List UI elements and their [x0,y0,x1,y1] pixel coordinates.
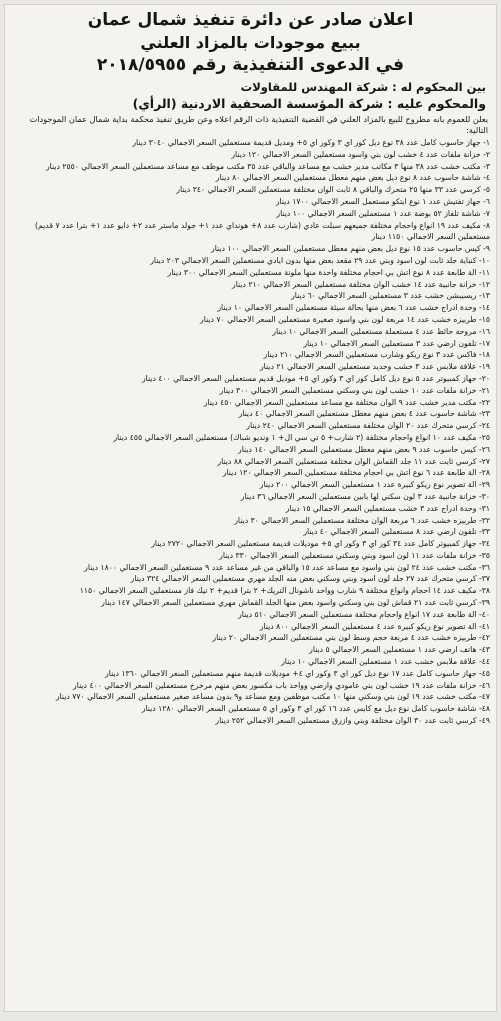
list-item: ١٨- فاكس عدد ٣ نوع ريكو وشارب مستعملين السعر الاجمالي ٢١٠ دينار [263,350,490,360]
list-item: ٤٥- جهاز حاسوب كامل عدد ١٧ نوع ديل كور اي ٣ وكور اي ٤+ موديلات قديمة منهم مستعملين السعر الاجمالي ١٣٦٠ دينار [105,668,490,678]
list-item: ٣- مكتب خشب عدد ٣٨ منها ٣ مكاتب مدير خشب مع مساعد والباقي عدد ٣٥ مكتب موظف مع مساعد مستعملين السعر الاجمالي ٢٥٥٠ دينار [45,161,490,171]
list-item: ١٣- ريسيبشن خشب عدد ٣ مستعملين السعر الاجمالي ٦٠ دينار [291,291,490,301]
list-item: ٣٢- طربيزه خشب عدد ٦ مربعة الوان مختلفة مستعملين السعر الاجمالي ٣٠ دينار [234,515,490,525]
list-item: ١- جهاز حاسوب كامل عدد ٣٨ نوع ديل كور اي ٣ وكور اي ٥+ ومديل قديمة مستعملين السعر الاجمالي ٣٠٤٠ دينار [132,138,490,147]
list-item: ٢٠- جهاز كمبيوتر عدد ٥ نوع ديل كامل كور اي ٣ وكور اي ٥+ موديل قديم مستعملين السعر الاجمالي ٤٠٠ دينار [141,373,490,383]
list-item: ٢- خزانة ملفات عدد ٤ خشب لون بني واسود مستعملين السعر الاجمالي ١٢٠ دينار [231,149,490,159]
list-item: ٣٨- مكيف عدد ١٤ احجام وانواع مختلفة ٩ شارب وواحد ناشونال التريك+ ٢ بترا قديم+ ٢ تيك فاز مستعملين السعر الاجمالي ١١٥٠ [79,586,490,596]
list-item: ٤٩- كرسي ثابت عدد ٣٠ الوان مختلفة وبني وازرق مستعملين السعر الاجمالي ٢٥٢ دينار [215,716,490,726]
list-item: ٥- كرسي عدد ٣٣ منها ٢٥ متحرك والباقي ٨ ثابت الوان مختلفة مستعملين السعر الاجمالي ٣٤٠ دينار [176,185,490,195]
header-line-3: في الدعوى التنفيذية رقم ٢٠١٨/٥٩٥٥ [96,55,405,75]
list-item: ٤٦- خزانة ملفات عدد ١٩ خشب لون بني عامودي وارضي وواحد باب مكسور بعض منهم مرخرخ مستعملين السعر الاجمالي ٤٠٠ دينار [73,680,490,690]
list-item: ٣٥- خزانة ملفات عدد ١١ لون اسود وبني وسكني مستعملين السعر الاجمالي ٣٣٠ دينار [219,550,490,560]
list-item: ٤٨- شاشة حاسوب كامل نوع ديل مع كايس عدد ١٦ كور اي ٣ وكور اي ٥ مستعملين السعر الاجمالي ١٢٨٠ دينار [141,704,490,714]
list-item: ٩- كيس حاسوب عدد ١٥ نوع ديل بعض منهم معطل مستعملين السعر الاجمالي ١٠٠ دينار [211,244,490,254]
list-item: ٢٤- كرسي متحرك عدد ٢٠ الوان مختلفة مستعملين السعر الاجمالي ٢٤٠ دينار [246,421,490,431]
plaintiff-line: بين المحكوم له : شركة المهندس للمقاولات [240,80,486,94]
list-item: ٣١- وحدة ادراج عدد ٣ خشب مستعملين السعر الاجمالي ١٥ دينار [285,503,490,513]
header-line-2: ببيع موجودات بالمزاد العلني [140,33,361,52]
list-item: ١٥- طربيزه خشب عدد ١٤ مربعة لون بني واسود صغيرة مستعملين السعر الاجمالي ٧٠ دينار [200,314,490,324]
list-item: ٤٤- علاقة ملابس خشب عدد ١ مستعملين السعر الاجمالي ١٠ دينار [281,657,490,667]
list-item: ٤٣- هاتف ارضي عدد ١ مستعملين السعر الاجمالي ٥ دينار [309,645,490,655]
header-line-1: اعلان صادر عن دائرة تنفيذ شمال عمان [87,10,414,30]
list-item: ٣٦- مكتب خشب عدد ٢٤ لون بني واسود مع مساعد عدد ١٥ والباقي من غير مساعد عدد ٩ مستعملين السعر الاجمالي ١٨٠٠ دينار [84,562,490,572]
announcement-header [5,5,496,77]
list-item: ٣٣- تلفون ارضي عدد ٨ مستعملين السعر الاجمالي ٤٠ دينار [303,527,490,537]
list-item: ٤٧- مكتب خشب عدد ١٩ لون بني وسكني منها ١٠ مكتب موظفين ومع مساعد و٩ بدون مساعد صغير مستعملين السعر الاجمالي ٧٧٠ دينار [55,692,490,702]
list-item: ٢٥- مكيف عدد ١٠ انواع واحجام مختلفة (٢ شارب+ ٥ تي سي ال+ ١ ونديو شباك) مستعملين السعر الاجمالي ٤٥٥ دينار [113,432,490,442]
announcement-page [5,5,496,1011]
list-item: ٢١- خزانة ملفات عدد ١٠ خشب لون بني وسكني مستعملين السعر الاجمالي ٣٠٠ دينار [219,385,490,395]
list-item: ٢٢- مكتب مدير خشب عدد ٩ الوان مختلفة مع مساعد مستعملين السعر الاجمالي ٤٥٠ دينار [203,397,490,407]
items-list [5,137,496,727]
list-item: ٢٦- كيس حاسوب عدد ٩ بعض منهم معطل مستعملين السعر الاجمالي ١٤٠ دينار [238,444,490,454]
list-item: ٤١- الة تصوير نوع ريكو كبيرة عدد ٤ مستعملين السعر الاجمالي ٨٠٠ دينار [259,621,490,631]
list-item: ١٢- خزانة جانبية عدد ١٤ خشب الوان مختلفة مستعملين السعر الاجمالي ٢١٠ دينار [231,279,490,289]
list-item: ١٦- مروحة حائط عدد ٤ مستعملة مستعملين السعر الاجمالي ١٠ دينار [272,326,490,336]
list-item: ١١- الة طابعة عدد ٨ نوع اتش بي احجام مختلفة واحدة منها ملونة مستعملين السعر الاجمالي ٣٠٠ دينار [167,267,490,277]
list-item: ٨- مكيف عدد ١٩ انواع واحجام مختلفة جميعهم سبلت عادي (شارب عدد ٨+ هونداي عدد ١+ جولد ماستر عدد ٢+ دايو عدد ١+ بترا عدد ٧ قديم) مستعملين السعر الاجمالي ١١٥٠ دينار [35,220,490,242]
list-item: ٤٢- طربيزه خشب عدد ٤ مربعة حجم وسط لون بني مستعملين السعر الاجمالي ٢٠ دينار [212,633,490,643]
list-item: ٧- شاشة تلفاز ٥٢ بوصة عدد ١ مستعملين السعر الاجمالي ١٠٠ دينار [276,208,490,218]
intro-paragraph: يعلن للعموم بانه مطروح للبيع بالمزاد العلني في القضية التنفيذية ذات الرقم اعلاه وعن طريق تنفيذ محكمة بداية شمال عمان الموجودات التالية: [29,114,488,135]
list-item: ٢٩- الة تصوير نوع ريكو كبيرة عدد ١ مستعملين السعر الاجمالي ٢٠٠ دينار [259,480,490,490]
list-item: ٤٠- الة طابعة عدد ١٧ انواع واحجام مختلفة مستعملين السعر الاجمالي ٥١٠ دينار [238,609,490,619]
parties-block [5,77,496,112]
defendant-line: والمحكوم عليه : شركة المؤسسة الصحفية الاردنية (الرأي) [132,96,486,111]
list-item: ٣٤- جهاز كمبيوتر كامل عدد ٣٤ كور اي ٣ وكور اي ٥+ موديلات قديمة مستعملين السعر الاجمالي ٢٧٢٠ دينار [151,539,490,549]
list-item: ١٩- علاقة ملابس عدد ٣ خشب وحديد مستعملين السعر الاجمالي ٢١ دينار [259,362,490,372]
list-item: ٣٧- كرسي متحرك عدد ٢٧ جلد لون اسود وبني وسكني بعض منه الجلد مهري مستعملين السعر الاجمالي ٣٢٤ دينار [130,574,490,584]
list-item: ٢٧- كرسي ثابت عدد ١١ جلد القماش الوان مختلفة مستعملين السعر الاجمالي ٨٨ دينار [217,456,490,466]
list-item: ٣٩- كرسي ثابت عدد ٢١ قماش لون بني وسكني واسود بعض منها الجلد القماش مهري مستعملين السعر الاجمالي ١٤٧ دينار [101,598,490,608]
list-item: ١٤- وحدة ادراج خشب عدد ٦ بعض منها بحالة سيئة مستعملين السعر الاجمالي ١٠ دينار [217,303,490,313]
list-item: ٢٣- شاشة حاسوب عدد ٤ بعض منهم معطل مستعملين السعر الاجمالي ٤٠ دينار [238,409,490,419]
list-item: ١٠- كنباية جلد ثابت لون اسود وبني عدد ٢٩ مقعد بعض منها بدون ايادي مستعملين السعر الاجمالي ٢٠٣ دينار [150,255,490,265]
list-item: ٢٨- الة طابعة عدد ٦ نوع اتش بي احجام مختلفة مستعملين السعر الاجمالي ١٢٠ دينار [222,468,490,478]
list-item: ٦- جهاز تفتيش عدد ١ نوع ايتكو مستعمل السعر الاجمالي ١٧٠٠ دينار [275,196,490,206]
list-item: ٣٠- خزانة جانبية عدد ٣ لون سكني لها بابين مستعملين السعر الاجمالي ٣٦ دينار [240,491,490,501]
list-item: ١٧- تلفون ارضي عدد ٣ مستعملين السعر الاجمالي ١٠ دينار [303,338,490,348]
list-item: ٤- شاشة حاسوب عدد ٨ نوع ديل بعض منهم معطل مستعملين السعر الاجمالي ٨٠ دينار [215,173,490,183]
